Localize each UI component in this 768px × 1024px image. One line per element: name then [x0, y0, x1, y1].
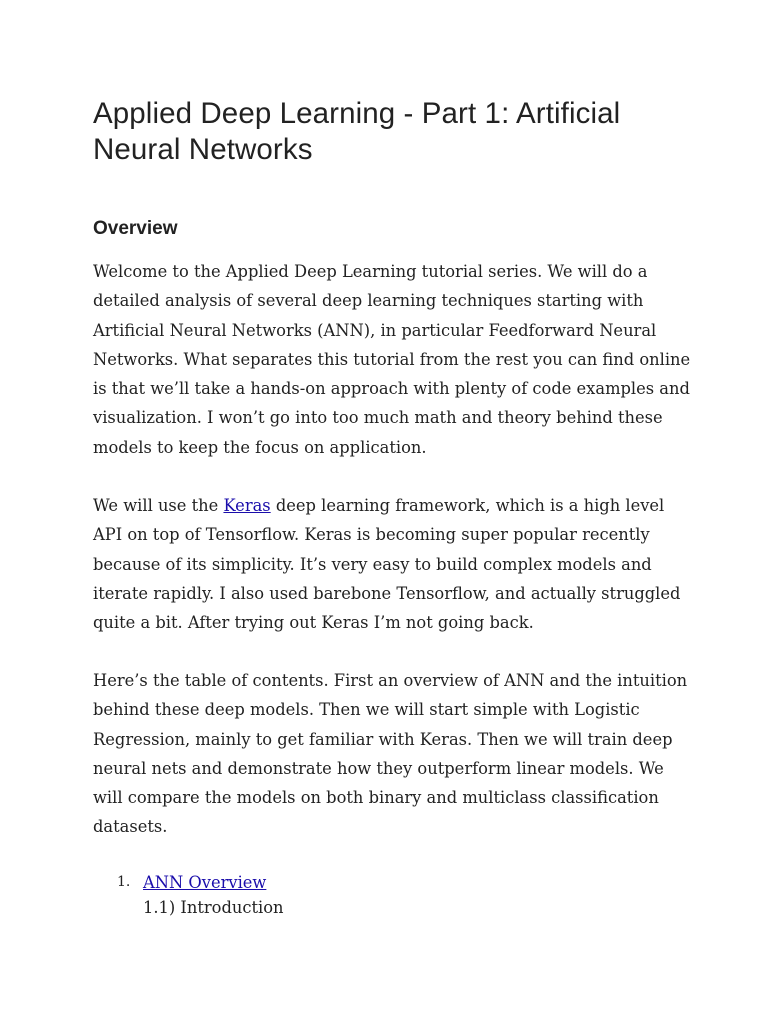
keras-paragraph-text-end: deep learning framework, which is a high level API on top of Tensorflow. Keras is becoming super popular recently because of its simplicity. It’s very easy to build complex models and iterate rapidly. I also used barebone Tensorflow, and actually struggled quite a bit. After trying out Keras I’m not going back.	[93, 496, 681, 633]
toc-item-number: 1.	[117, 874, 131, 890]
toc-subitem: 1.1) Introduction	[143, 898, 284, 917]
keras-link[interactable]: Keras	[223, 496, 271, 515]
keras-paragraph	[93, 491, 693, 637]
overview-heading: Overview	[93, 218, 178, 239]
toc-link-ann-overview[interactable]: ANN Overview	[143, 873, 267, 892]
table-of-contents	[117, 870, 284, 920]
keras-paragraph-text-start: We will use the	[93, 496, 224, 515]
toc-item	[117, 870, 284, 920]
article-title: Applied Deep Learning - Part 1: Artificial Neural Networks	[93, 97, 621, 166]
contents-paragraph: Here’s the table of contents. First an overview of ANN and the intuition behind these deep models. Then we will start simple with Logistic Regression, mainly to get familiar with Keras. Then we will train deep neural nets and demonstrate how they outperform linear models. We will compare the models on both binary and multiclass classification datasets.	[93, 671, 688, 837]
intro-paragraph: Welcome to the Applied Deep Learning tutorial series. We will do a detailed analysis of several deep learning techniques starting with Artificial Neural Networks (ANN), in particular Feedforward Neural Networks. What separates this tutorial from the rest you can find online is that we’ll take a hands-on approach with plenty of code examples and visualization. I won’t go into too much math and theory behind these models to keep the focus on application.	[93, 262, 691, 457]
